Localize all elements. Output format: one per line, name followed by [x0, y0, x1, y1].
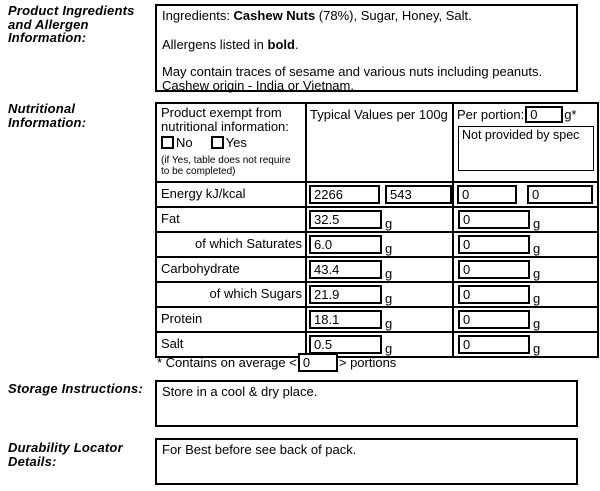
table-row-protein: [156, 307, 598, 332]
salt-typical-unit: g: [385, 341, 393, 356]
protein-label: Protein: [161, 311, 203, 326]
protein-portion-cell: [453, 307, 598, 332]
storage-section-label: [8, 382, 150, 396]
table-row-fat: [156, 207, 598, 232]
table-row-carbohydrate: [156, 257, 598, 282]
exempt-question-line1: Product exempt from: [161, 105, 282, 120]
energy-portion-kj-input[interactable]: [457, 185, 517, 204]
sugars-portion-cell: [453, 282, 598, 307]
carbohydrate-portion-unit: g: [533, 266, 541, 281]
protein-label-cell: [156, 307, 306, 332]
carbohydrate-typical-unit: g: [385, 266, 393, 281]
nutrition-table-header-row: [156, 103, 598, 182]
energy-kj-input[interactable]: [309, 185, 380, 204]
fat-portion-input[interactable]: [458, 210, 530, 229]
protein-typical-cell: [306, 307, 453, 332]
energy-portion-cell: [453, 182, 598, 207]
durability-label-line1: Durability Locator: [8, 440, 123, 455]
saturates-typical-cell: [306, 232, 453, 257]
protein-portion-input[interactable]: [458, 310, 530, 329]
salt-portion-cell: [453, 332, 598, 357]
nutrition-table: [155, 102, 599, 358]
table-row-sugars: [156, 282, 598, 307]
ingredients-label-line3: Information:: [8, 30, 87, 45]
fat-typical-input[interactable]: [309, 210, 382, 229]
carbohydrate-portion-input[interactable]: [458, 260, 530, 279]
ingredients-rest: (78%), Sugar, Honey, Salt.: [315, 8, 472, 23]
sugars-typical-unit: g: [385, 291, 393, 306]
energy-typical-cell: [306, 182, 453, 207]
ingredients-prefix: Ingredients:: [162, 8, 234, 23]
protein-typical-input[interactable]: [309, 310, 382, 329]
allergens-bold-word: bold: [267, 37, 295, 52]
nutrition-section-label: [8, 102, 150, 129]
ingredients-section-label: [8, 4, 150, 45]
sugars-label: of which Sugars: [209, 286, 302, 301]
typical-values-header-cell: [306, 103, 453, 182]
saturates-label-cell: [156, 232, 306, 257]
saturates-portion-input[interactable]: [458, 235, 530, 254]
carbohydrate-portion-cell: [453, 257, 598, 282]
energy-kcal-input[interactable]: [385, 185, 452, 204]
origin-line: Cashew origin - India or Vietnam.: [162, 78, 354, 93]
durability-section-label: [8, 441, 150, 468]
exempt-note-line1: (if Yes, table does not require: [161, 154, 291, 166]
saturates-typical-unit: g: [385, 241, 393, 256]
salt-typical-input[interactable]: [309, 335, 382, 354]
fat-typical-unit: g: [385, 216, 393, 231]
energy-label: Energy kJ/kcal: [161, 186, 246, 201]
exempt-question-line2: nutritional information:: [161, 118, 289, 134]
ingredients-box: [155, 4, 578, 92]
energy-portion-kcal-input[interactable]: [527, 185, 593, 204]
ingredients-line: [162, 9, 571, 23]
carbohydrate-typical-input[interactable]: [309, 260, 382, 279]
energy-label-cell: [156, 182, 306, 207]
yes-checkbox[interactable]: [211, 136, 224, 149]
footnote-suffix: > portions: [338, 355, 397, 370]
fat-portion-unit: g: [533, 216, 541, 231]
allergens-rest: .: [294, 37, 299, 52]
fat-label: Fat: [161, 211, 180, 226]
ingredients-label-line2: and Allergen: [8, 16, 89, 32]
nutrition-label-line1: Nutritional: [8, 101, 76, 116]
durability-label-line2: Details:: [8, 453, 57, 469]
fat-portion-cell: [453, 207, 598, 232]
portions-footnote: [157, 353, 396, 372]
no-checkbox-label: No: [176, 135, 193, 150]
per-portion-input[interactable]: [525, 106, 563, 123]
yes-checkbox-label: Yes: [225, 135, 247, 150]
storage-instructions-box: Store in a cool & dry place.: [155, 380, 578, 427]
protein-typical-unit: g: [385, 316, 393, 331]
fat-typical-cell: [306, 207, 453, 232]
sugars-portion-unit: g: [533, 291, 541, 306]
saturates-portion-cell: [453, 232, 598, 257]
sugars-label-cell: [156, 282, 306, 307]
typical-values-header: Typical Values per 100g: [310, 107, 448, 122]
protein-portion-unit: g: [533, 316, 541, 331]
ingredients-label-line1: Product Ingredients: [8, 3, 135, 18]
per-portion-label: Per portion:: [457, 107, 525, 122]
carbohydrate-typical-cell: [306, 257, 453, 282]
allergens-prefix: Allergens listed in: [162, 37, 268, 52]
ingredients-bold-allergen: Cashew Nuts: [233, 8, 316, 23]
durability-details-box: For Best before see back of pack.: [155, 438, 578, 485]
carbohydrate-label: Carbohydrate: [161, 261, 240, 276]
exempt-header-cell: [156, 103, 306, 182]
sugars-portion-input[interactable]: [458, 285, 530, 304]
saturates-label: of which Saturates: [195, 236, 302, 251]
fat-label-cell: [156, 207, 306, 232]
per-portion-note-box: Not provided by spec: [458, 126, 594, 171]
exempt-checkbox-row: [161, 136, 302, 150]
per-portion-line: [457, 106, 595, 123]
sugars-typical-cell: [306, 282, 453, 307]
footnote-prefix: * Contains on average <: [157, 355, 297, 370]
saturates-typical-input[interactable]: [309, 235, 382, 254]
table-row-energy: [156, 182, 598, 207]
no-checkbox[interactable]: [161, 136, 174, 149]
per-portion-header-cell: [453, 103, 598, 182]
traces-line: May contain traces of sesame and various nuts including peanuts.: [162, 64, 543, 79]
table-row-saturates: [156, 232, 598, 257]
exempt-note-line2: to be completed): [161, 165, 236, 177]
allergens-line: [162, 38, 571, 52]
salt-label: Salt: [161, 336, 184, 351]
salt-portion-unit: g: [533, 341, 541, 356]
portions-count-input[interactable]: [298, 353, 338, 372]
sugars-typical-input[interactable]: [309, 285, 382, 304]
nutrition-label-line2: Information:: [8, 114, 87, 130]
per-portion-unit: g*: [564, 107, 577, 122]
exempt-note: [161, 155, 302, 177]
salt-portion-input[interactable]: [458, 335, 530, 354]
carbohydrate-label-cell: [156, 257, 306, 282]
storage-label-line1: Storage Instructions:: [8, 381, 143, 396]
saturates-portion-unit: g: [533, 241, 541, 256]
